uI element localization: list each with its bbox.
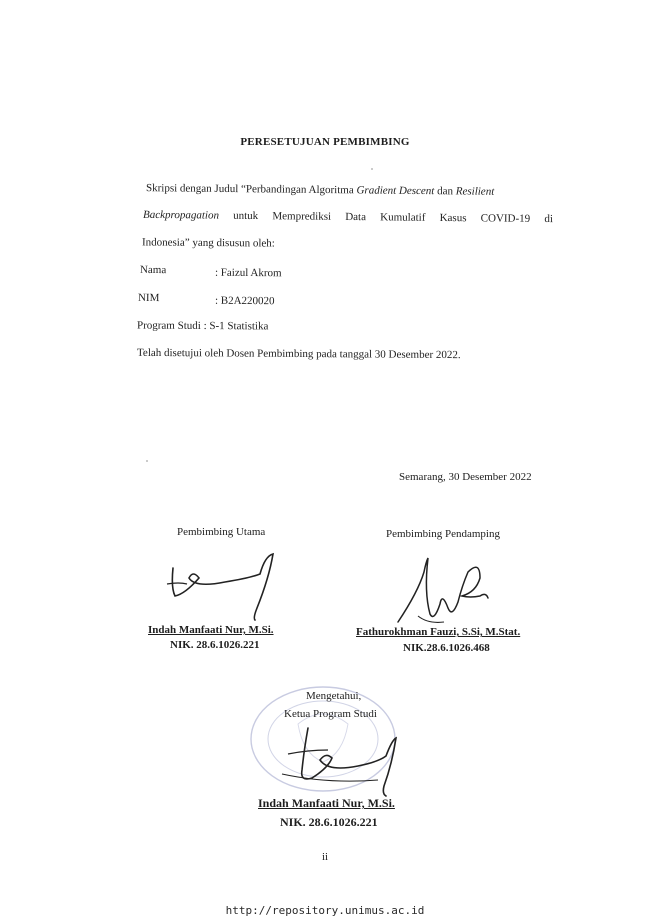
intro-line-3: Indonesia” yang disusun oleh: — [141, 236, 275, 250]
scan-speck — [371, 168, 373, 170]
intro-word: Kasus — [439, 211, 467, 225]
signature-co-advisor — [388, 552, 498, 632]
page-number: ii — [321, 851, 329, 863]
intro-emphasis: Gradient Descent — [356, 184, 435, 198]
intro-text: dan — [434, 185, 456, 198]
head-name: Indah Manfaati Nur, M.Si. — [258, 796, 395, 810]
head-nik: NIK. 28.6.1026.221 — [280, 815, 378, 829]
footer-url[interactable]: http://repository.unimus.ac.id — [225, 904, 425, 917]
acknowledged-label: Mengetahui, — [306, 690, 362, 702]
advisor-co-nik: NIK.28.6.1026.468 — [403, 642, 490, 654]
intro-line-1 — [146, 182, 494, 198]
intro-word: Memprediksi — [272, 210, 332, 223]
program-studi-line: Program Studi : S-1 Statistika — [136, 319, 269, 333]
nim-label: NIM — [137, 291, 160, 305]
nama-value: : Faizul Akrom — [214, 266, 282, 280]
intro-word: untuk — [233, 209, 259, 223]
intro-line-2 — [143, 209, 553, 225]
advisor-co-role: Pembimbing Pendamping — [386, 528, 500, 540]
scan-speck — [146, 460, 148, 462]
approval-statement: Telah disetujui oleh Dosen Pembimbing pada tanggal 30 Desember 2022. — [136, 346, 461, 362]
intro-word: COVID-19 — [480, 212, 531, 225]
advisor-main-name: Indah Manfaati Nur, M.Si. — [148, 624, 274, 636]
intro-emphasis: Backpropagation — [142, 208, 220, 222]
intro-word: Data — [345, 210, 367, 224]
signature-main-advisor — [165, 548, 285, 628]
signature-head-of-program — [268, 720, 408, 800]
advisor-main-nik: NIK. 28.6.1026.221 — [170, 639, 260, 651]
intro-emphasis: Resilient — [455, 185, 495, 198]
intro-text: Skripsi dengan Judul “Perbandingan Algoritma — [145, 182, 357, 197]
intro-word: Kumulatif — [380, 211, 426, 224]
head-role: Ketua Program Studi — [284, 708, 377, 720]
nama-label: Nama — [139, 263, 167, 277]
document-title: PERESETUJUAN PEMBIMBING — [240, 136, 410, 148]
nim-value: : B2A220020 — [214, 294, 275, 308]
intro-word: di — [544, 213, 554, 226]
advisor-main-role: Pembimbing Utama — [177, 526, 266, 538]
place-date: Semarang, 30 Desember 2022 — [399, 471, 532, 483]
advisor-co-name: Fathurokhman Fauzi, S.Si, M.Stat. — [356, 626, 521, 638]
